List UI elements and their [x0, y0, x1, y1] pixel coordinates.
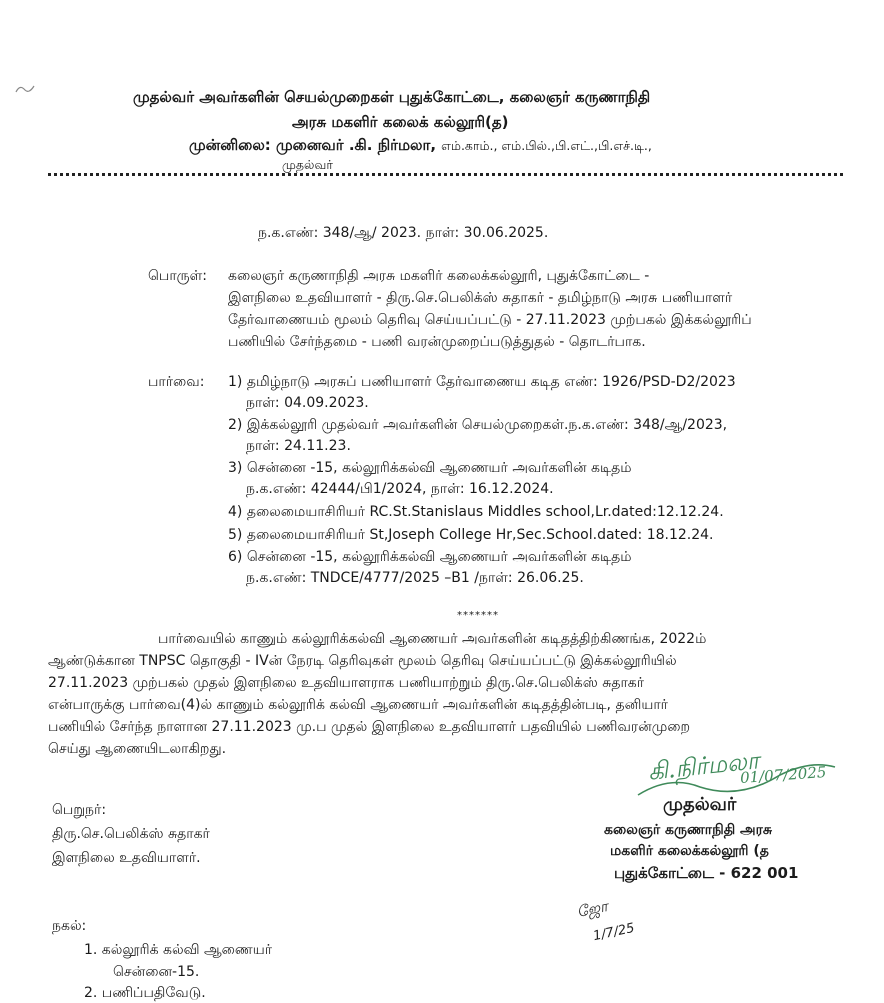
seal-line-1: கலைஞர் கருணாநிதி அரசு: [604, 822, 772, 838]
reference-item-date: நாள்: 04.09.2023.: [246, 395, 369, 411]
signatory-designation: முதல்வர்: [663, 794, 737, 815]
reference-item-date: ந.க.எண்: 42444/பி1/2024, நாள்: 16.12.2024.: [246, 481, 554, 497]
seal-line-3: புதுக்கோட்டை - 622 001: [614, 864, 799, 882]
header-divider: [48, 173, 843, 176]
recipient-name: திரு.செ.பெலிக்ஸ் சுதாகர்: [52, 826, 210, 842]
reference-item: 2) இக்கல்லூரி முதல்வர் அவர்களின் செயல்முறைகள்.ந.க.எண்: 348/ஆ/2023,: [228, 417, 728, 433]
reference-item: 1) தமிழ்நாடு அரசுப் பணியாளர் தேர்வாணைய கடித எண்: 1926/PSD-D2/2023: [228, 374, 736, 390]
copy-item: 2. பணிப்பதிவேடு.: [84, 985, 206, 1001]
order-line: பணியில் சேர்ந்த நாளான 27.11.2023 மு.ப முதல் இளநிலை உதவியாளர் பதவியில் பணிவரன்முறை: [48, 719, 691, 735]
reference-item: 4) தலைமையாசிரியர் RC.St.Stanislaus Middles school,Lr.dated:12.12.24.: [228, 504, 724, 520]
order-line: ஆண்டுக்கான TNPSC தொகுதி - IVன் நேரடி தெரிவுகள் மூலம் தெரிவு செய்யப்பட்டு இக்கல்லூரியில்: [48, 653, 677, 669]
presidency-degrees: எம்.காம்., எம்.பில்.,பி.எட்.,பி.எச்.டி.,: [441, 138, 652, 153]
subject-line: தேர்வாணையம் மூலம் தெரிவு செய்யப்பட்டு - 27.11.2023 முற்பகல் இக்கல்லூரிப்: [228, 312, 752, 328]
header-line-2: அரசு மகளிர் கலைக் கல்லூரி(த): [292, 113, 509, 131]
presidency-label: முன்னிலை: முனைவர் .கி. நிர்மலா,: [189, 136, 437, 154]
references-label: பார்வை:: [148, 374, 205, 390]
section-separator: *******: [457, 610, 499, 621]
order-line: 27.11.2023 முற்பகல் முதல் இளநிலை உதவியாளராக பணியாற்றும் திரு.செ.பெலிக்ஸ் சுதாகர்: [48, 675, 645, 691]
copy-item-city: சென்னை-15.: [113, 964, 200, 980]
order-line: செய்து ஆணையிடலாகிறது.: [48, 741, 227, 757]
reference-item-date: ந.க.எண்: TNDCE/4777/2025 –B1 /நாள்: 26.06.25.: [246, 570, 584, 586]
signature-date: 01/07/2025: [739, 763, 827, 787]
recipient-designation: இளநிலை உதவியாளர்.: [52, 850, 201, 866]
reference-item: 6) சென்னை -15, கல்லூரிக்கல்வி ஆணையர் அவர்களின் கடிதம்: [228, 549, 632, 565]
copy-item: 1. கல்லூரிக் கல்வி ஆணையர்: [84, 942, 273, 958]
header-role: முதல்வர்: [282, 157, 333, 172]
handwritten-signature: கி.நிர்மலா: [646, 746, 761, 786]
subject-label: பொருள்:: [148, 268, 207, 284]
reference-item: 3) சென்னை -15, கல்லூரிக்கல்வி ஆணையர் அவர்களின் கடிதம்: [228, 460, 632, 476]
reference-item: 5) தலைமையாசிரியர் St,Joseph College Hr,Sec.School.dated: 18.12.24.: [228, 527, 714, 543]
scan-mark-icon: [14, 82, 36, 100]
seal-line-2: மகளிர் கலைக்கல்லூரி (த: [610, 843, 769, 859]
initials-handwriting: ஜோ: [575, 896, 610, 922]
order-line: என்பாருக்கு பார்வை(4)ல் காணும் கல்லூரிக் கல்வி ஆணையர் அவர்களின் கடிதத்தின்படி, தனியார்: [48, 697, 668, 713]
copy-label: நகல்:: [52, 918, 87, 934]
presidency-line: [189, 135, 652, 156]
reference-number: ந.க.எண்: 348/ஆ/ 2023. நாள்: 30.06.2025.: [258, 225, 549, 241]
subject-line: இளநிலை உதவியாளர் - திரு.செ.பெலிக்ஸ் சுதாகர் - தமிழ்நாடு அரசு பணியாளர்: [228, 290, 733, 306]
header-line-1: முதல்வர் அவர்களின் செயல்முறைகள் புதுக்கோட்டை, கலைஞர் கருணாநிதி: [133, 88, 651, 106]
reference-item-date: நாள்: 24.11.23.: [246, 438, 351, 454]
subject-line: பணியில் சேர்ந்தமை - பணி வரன்முறைப்படுத்துதல் - தொடர்பாக.: [228, 334, 646, 350]
initials-date: 1/7/25: [591, 920, 636, 945]
recipient-label: பெறுநர்:: [52, 802, 107, 818]
subject-line: கலைஞர் கருணாநிதி அரசு மகளிர் கலைக்கல்லூரி, புதுக்கோட்டை -: [228, 268, 650, 284]
order-line: பார்வையில் காணும் கல்லூரிக்கல்வி ஆணையர் அவர்களின் கடிதத்திற்கிணங்க, 2022ம்: [158, 631, 707, 647]
